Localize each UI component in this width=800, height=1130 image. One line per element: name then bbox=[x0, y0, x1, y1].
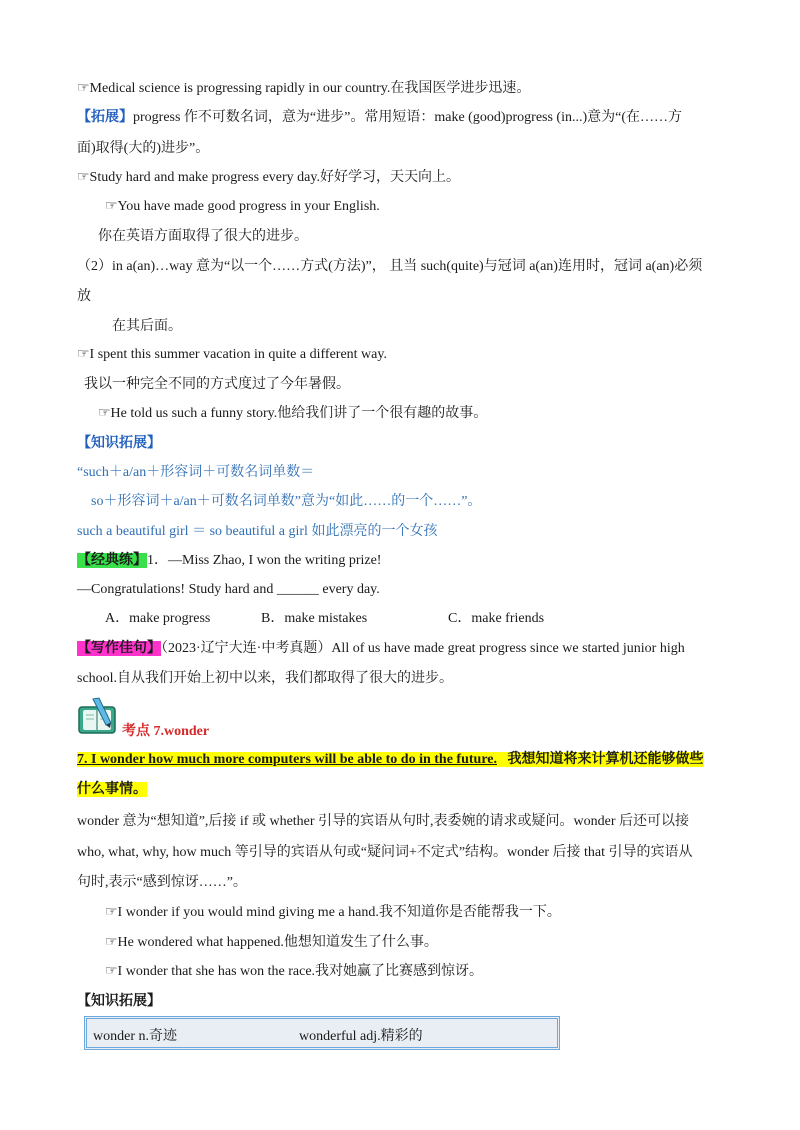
key-sentence-cont bbox=[77, 780, 147, 800]
word-adjective: wonderful adj.精彩的 bbox=[299, 1029, 423, 1044]
practice-question bbox=[77, 551, 381, 571]
example-sentence: ☞He wondered what happened.他想知道发生了什么事。 bbox=[105, 935, 438, 950]
writing-sentence-cont: school.自从我们开始上初中以来，我们都取得了很大的进步。 bbox=[77, 671, 454, 686]
explanation-text: wonder 意为“想知道”,后接 if 或 whether 引导的宾语从句时,表委婉的请求或疑问。wonder 后还可以接 bbox=[77, 814, 690, 829]
example-translation: 你在英语方面取得了很大的进步。 bbox=[98, 229, 308, 244]
example-sentence: ☞You have made good progress in your English. bbox=[105, 199, 380, 214]
example-translation: 我以一种完全不同的方式度过了今年暑假。 bbox=[84, 377, 350, 392]
knowledge-rule: so＋形容词＋a/an＋可数名词单数”意为“如此……的一个……”。 bbox=[91, 494, 482, 509]
example-sentence: ☞He told us such a funny story.他给我们讲了一个很有趣的故事。 bbox=[98, 406, 488, 421]
usage-note: （2）in a(an)…way 意为“以一个……方式(方法)”， 且当 such(quite)与冠词 a(an)连用时，冠词 a(an)必须 bbox=[77, 259, 703, 274]
writing-tag: 【写作佳句】 bbox=[77, 641, 161, 656]
knowledge-expansion-heading: 【知识拓展】 bbox=[77, 436, 161, 451]
knowledge-rule: “such＋a/an＋形容词＋可数名词单数＝ bbox=[77, 465, 315, 480]
writing-sentence bbox=[77, 639, 685, 659]
knowledge-example: such a beautiful girl ＝ so beautiful a girl 如此漂亮的一个女孩 bbox=[77, 524, 438, 539]
expansion-text: progress 作不可数名词，意为“进步”。常用短语：make (good)progress (in...)意为“(在……方 bbox=[133, 110, 683, 125]
example-sentence: ☞Medical science is progressing rapidly in our country.在我国医学进步迅速。 bbox=[77, 81, 531, 96]
example-sentence: ☞I wonder if you would mind giving me a hand.我不知道你是否能帮我一下。 bbox=[105, 905, 561, 920]
example-sentence: ☞I spent this summer vacation in quite a different way. bbox=[77, 347, 387, 362]
key-sentence-english: 7. I wonder how much more computers will be able to do in the future. bbox=[77, 752, 497, 767]
example-sentence: ☞Study hard and make progress every day.好好学习，天天向上。 bbox=[77, 170, 460, 185]
key-sentence-chinese-cont: 什么事情。 bbox=[77, 782, 147, 797]
word-family-box bbox=[84, 1016, 560, 1050]
practice-tag: 【经典练】 bbox=[77, 553, 147, 568]
usage-note-cont: 放 bbox=[77, 289, 91, 304]
expansion-text-cont: 面)取得(大的)进步”。 bbox=[77, 141, 210, 156]
section-title: 考点 7.wonder bbox=[122, 724, 210, 739]
practice-question-text: 1．—Miss Zhao, I won the writing prize! bbox=[147, 553, 382, 568]
expansion-paragraph bbox=[77, 108, 682, 128]
expansion-tag: 【拓展】 bbox=[77, 110, 133, 125]
explanation-text: who, what, why, how much 等引导的宾语从句或“疑问词+不定式”结构。wonder 后接 that 引导的宾语从 bbox=[77, 845, 693, 860]
knowledge-expansion-heading: 【知识拓展】 bbox=[77, 994, 161, 1009]
practice-question-line: —Congratulations! Study hard and ______ every day. bbox=[77, 582, 380, 597]
example-sentence: ☞I wonder that she has won the race.我对她赢了比赛感到惊讶。 bbox=[105, 964, 484, 979]
writing-sentence-text: （2023·辽宁大连·中考真题）All of us have made great progress since we started junior high bbox=[161, 641, 685, 656]
option-c: C．make friends bbox=[448, 611, 545, 626]
key-sentence bbox=[77, 750, 704, 770]
word-noun: wonder n.奇迹 bbox=[93, 1029, 177, 1044]
option-b: B．make mistakes bbox=[261, 611, 368, 626]
option-a: A．make progress bbox=[105, 611, 211, 626]
book-pen-icon bbox=[77, 697, 119, 737]
usage-note-cont: 在其后面。 bbox=[112, 319, 182, 334]
key-sentence-chinese: 我想知道将来计算机还能够做些 bbox=[507, 752, 704, 767]
explanation-text: 句时,表示“感到惊讶……”。 bbox=[77, 875, 247, 890]
